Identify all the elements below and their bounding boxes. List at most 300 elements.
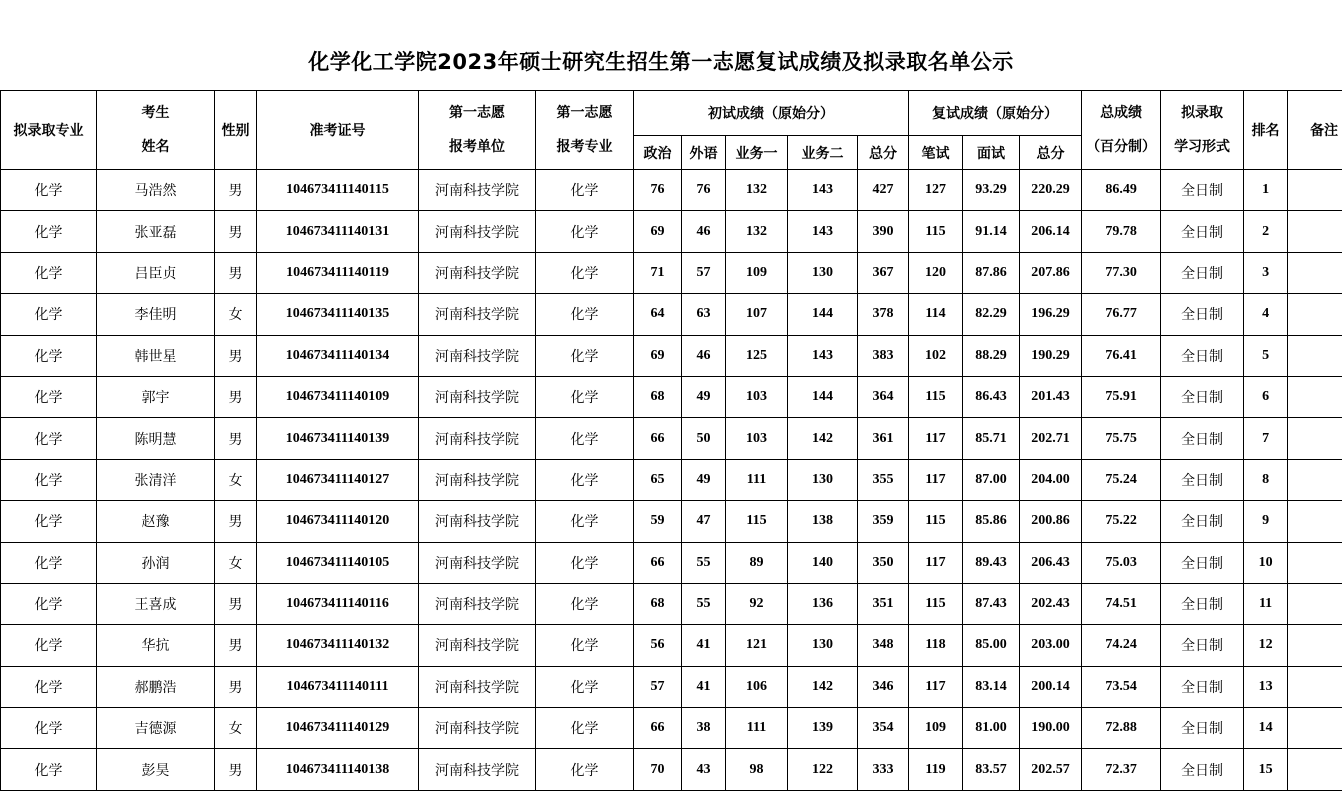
cell-foreign-language: 41 <box>682 666 726 707</box>
cell-apply-unit: 河南科技学院 <box>419 294 536 335</box>
cell-written: 119 <box>909 749 963 790</box>
cell-written: 127 <box>909 170 963 211</box>
cell-exam-id: 104673411140138 <box>257 749 419 790</box>
cell-total-score: 72.88 <box>1082 708 1161 749</box>
cell-gender: 女 <box>215 294 257 335</box>
cell-name: 张清洋 <box>97 459 215 500</box>
cell-retest-total: 220.29 <box>1020 170 1082 211</box>
cell-total-score: 77.30 <box>1082 252 1161 293</box>
cell-major: 化学 <box>1 294 97 335</box>
cell-apply-unit: 河南科技学院 <box>419 501 536 542</box>
cell-study-form: 全日制 <box>1161 252 1244 293</box>
cell-exam-id: 104673411140109 <box>257 376 419 417</box>
cell-prelim-total: 367 <box>858 252 909 293</box>
header-prelim-group: 初试成绩（原始分） <box>634 91 909 136</box>
cell-apply-major: 化学 <box>536 666 634 707</box>
header-interview: 面试 <box>963 136 1020 170</box>
cell-major: 化学 <box>1 542 97 583</box>
cell-prelim-total: 346 <box>858 666 909 707</box>
table-row <box>1 376 1342 417</box>
table-body <box>1 170 1342 791</box>
header-rank: 排名 <box>1244 91 1288 170</box>
cell-politics: 56 <box>634 625 682 666</box>
header-remark: 备注 <box>1288 91 1342 170</box>
table-row <box>1 625 1342 666</box>
cell-study-form: 全日制 <box>1161 666 1244 707</box>
cell-exam-id: 104673411140131 <box>257 211 419 252</box>
cell-total-score: 76.77 <box>1082 294 1161 335</box>
cell-gender: 男 <box>215 625 257 666</box>
table-row <box>1 583 1342 624</box>
cell-foreign-language: 46 <box>682 211 726 252</box>
cell-apply-unit: 河南科技学院 <box>419 211 536 252</box>
cell-exam-id: 104673411140132 <box>257 625 419 666</box>
cell-foreign-language: 55 <box>682 583 726 624</box>
cell-subject-2: 143 <box>788 211 858 252</box>
cell-politics: 59 <box>634 501 682 542</box>
cell-subject-2: 138 <box>788 501 858 542</box>
cell-rank: 8 <box>1244 459 1288 500</box>
cell-exam-id: 104673411140135 <box>257 294 419 335</box>
cell-name: 华抗 <box>97 625 215 666</box>
cell-apply-unit: 河南科技学院 <box>419 583 536 624</box>
cell-subject-1: 132 <box>726 170 788 211</box>
cell-name: 吉德源 <box>97 708 215 749</box>
cell-foreign-language: 38 <box>682 708 726 749</box>
cell-subject-1: 107 <box>726 294 788 335</box>
cell-rank: 1 <box>1244 170 1288 211</box>
cell-retest-total: 207.86 <box>1020 252 1082 293</box>
cell-study-form: 全日制 <box>1161 459 1244 500</box>
cell-exam-id: 104673411140139 <box>257 418 419 459</box>
cell-gender: 男 <box>215 211 257 252</box>
cell-foreign-language: 76 <box>682 170 726 211</box>
cell-remark <box>1288 583 1342 624</box>
cell-politics: 76 <box>634 170 682 211</box>
cell-politics: 66 <box>634 542 682 583</box>
cell-gender: 男 <box>215 749 257 790</box>
cell-politics: 68 <box>634 583 682 624</box>
table-row <box>1 418 1342 459</box>
cell-subject-1: 103 <box>726 376 788 417</box>
table-row <box>1 501 1342 542</box>
cell-subject-2: 130 <box>788 252 858 293</box>
cell-exam-id: 104673411140119 <box>257 252 419 293</box>
cell-politics: 66 <box>634 418 682 459</box>
cell-study-form: 全日制 <box>1161 294 1244 335</box>
cell-written: 118 <box>909 625 963 666</box>
page-title: 化学化工学院2023年硕士研究生招生第一志愿复试成绩及拟录取名单公示 <box>0 46 1322 76</box>
cell-written: 117 <box>909 418 963 459</box>
cell-apply-unit: 河南科技学院 <box>419 170 536 211</box>
table-row <box>1 708 1342 749</box>
cell-gender: 男 <box>215 583 257 624</box>
cell-politics: 65 <box>634 459 682 500</box>
cell-subject-1: 89 <box>726 542 788 583</box>
cell-subject-1: 109 <box>726 252 788 293</box>
cell-interview: 85.86 <box>963 501 1020 542</box>
cell-major: 化学 <box>1 501 97 542</box>
cell-rank: 5 <box>1244 335 1288 376</box>
cell-written: 120 <box>909 252 963 293</box>
cell-major: 化学 <box>1 666 97 707</box>
header-major: 拟录取专业 <box>1 91 97 170</box>
cell-retest-total: 190.29 <box>1020 335 1082 376</box>
cell-rank: 6 <box>1244 376 1288 417</box>
cell-interview: 87.86 <box>963 252 1020 293</box>
cell-subject-2: 130 <box>788 459 858 500</box>
header-gender: 性别 <box>215 91 257 170</box>
cell-major: 化学 <box>1 749 97 790</box>
cell-subject-1: 103 <box>726 418 788 459</box>
header-foreign-language: 外语 <box>682 136 726 170</box>
cell-written: 117 <box>909 542 963 583</box>
cell-subject-1: 92 <box>726 583 788 624</box>
cell-prelim-total: 378 <box>858 294 909 335</box>
cell-foreign-language: 43 <box>682 749 726 790</box>
cell-prelim-total: 390 <box>858 211 909 252</box>
cell-remark <box>1288 749 1342 790</box>
cell-prelim-total: 361 <box>858 418 909 459</box>
cell-interview: 88.29 <box>963 335 1020 376</box>
header-subject-1: 业务一 <box>726 136 788 170</box>
cell-gender: 男 <box>215 252 257 293</box>
cell-subject-2: 144 <box>788 294 858 335</box>
cell-gender: 男 <box>215 376 257 417</box>
header-name: 考生 姓名 <box>97 91 215 170</box>
cell-study-form: 全日制 <box>1161 625 1244 666</box>
cell-interview: 93.29 <box>963 170 1020 211</box>
cell-gender: 男 <box>215 418 257 459</box>
cell-total-score: 73.54 <box>1082 666 1161 707</box>
cell-remark <box>1288 501 1342 542</box>
cell-remark <box>1288 708 1342 749</box>
cell-total-score: 76.41 <box>1082 335 1161 376</box>
cell-apply-unit: 河南科技学院 <box>419 749 536 790</box>
cell-remark <box>1288 542 1342 583</box>
cell-prelim-total: 333 <box>858 749 909 790</box>
cell-gender: 女 <box>215 708 257 749</box>
cell-subject-2: 140 <box>788 542 858 583</box>
cell-apply-major: 化学 <box>536 252 634 293</box>
cell-subject-1: 111 <box>726 708 788 749</box>
cell-total-score: 75.03 <box>1082 542 1161 583</box>
cell-name: 马浩然 <box>97 170 215 211</box>
cell-rank: 7 <box>1244 418 1288 459</box>
cell-retest-total: 202.71 <box>1020 418 1082 459</box>
cell-total-score: 86.49 <box>1082 170 1161 211</box>
cell-retest-total: 206.43 <box>1020 542 1082 583</box>
cell-subject-2: 130 <box>788 625 858 666</box>
cell-apply-major: 化学 <box>536 418 634 459</box>
cell-apply-major: 化学 <box>536 583 634 624</box>
cell-subject-1: 98 <box>726 749 788 790</box>
cell-rank: 3 <box>1244 252 1288 293</box>
cell-subject-1: 125 <box>726 335 788 376</box>
cell-exam-id: 104673411140120 <box>257 501 419 542</box>
cell-subject-1: 121 <box>726 625 788 666</box>
results-table <box>0 90 1342 791</box>
cell-apply-major: 化学 <box>536 376 634 417</box>
cell-major: 化学 <box>1 418 97 459</box>
cell-foreign-language: 50 <box>682 418 726 459</box>
cell-apply-major: 化学 <box>536 542 634 583</box>
cell-subject-1: 115 <box>726 501 788 542</box>
cell-major: 化学 <box>1 708 97 749</box>
cell-apply-major: 化学 <box>536 749 634 790</box>
cell-interview: 89.43 <box>963 542 1020 583</box>
cell-total-score: 75.22 <box>1082 501 1161 542</box>
cell-politics: 71 <box>634 252 682 293</box>
cell-foreign-language: 47 <box>682 501 726 542</box>
cell-total-score: 75.91 <box>1082 376 1161 417</box>
cell-remark <box>1288 376 1342 417</box>
table-row <box>1 294 1342 335</box>
cell-retest-total: 202.57 <box>1020 749 1082 790</box>
cell-prelim-total: 350 <box>858 542 909 583</box>
cell-gender: 男 <box>215 666 257 707</box>
header-politics: 政治 <box>634 136 682 170</box>
cell-written: 115 <box>909 583 963 624</box>
cell-major: 化学 <box>1 376 97 417</box>
cell-prelim-total: 354 <box>858 708 909 749</box>
cell-exam-id: 104673411140127 <box>257 459 419 500</box>
cell-rank: 4 <box>1244 294 1288 335</box>
cell-study-form: 全日制 <box>1161 501 1244 542</box>
header-retest-group: 复试成绩（原始分） <box>909 91 1082 136</box>
cell-name: 孙润 <box>97 542 215 583</box>
header-subject-2: 业务二 <box>788 136 858 170</box>
cell-remark <box>1288 418 1342 459</box>
table-row <box>1 542 1342 583</box>
cell-written: 117 <box>909 459 963 500</box>
cell-subject-1: 106 <box>726 666 788 707</box>
cell-interview: 91.14 <box>963 211 1020 252</box>
cell-interview: 87.00 <box>963 459 1020 500</box>
cell-gender: 女 <box>215 459 257 500</box>
cell-retest-total: 204.00 <box>1020 459 1082 500</box>
cell-name: 韩世星 <box>97 335 215 376</box>
table-row <box>1 211 1342 252</box>
cell-remark <box>1288 170 1342 211</box>
cell-retest-total: 196.29 <box>1020 294 1082 335</box>
cell-retest-total: 206.14 <box>1020 211 1082 252</box>
cell-retest-total: 201.43 <box>1020 376 1082 417</box>
header-prelim-total: 总分 <box>858 136 909 170</box>
cell-name: 彭昊 <box>97 749 215 790</box>
cell-politics: 66 <box>634 708 682 749</box>
cell-name: 张亚磊 <box>97 211 215 252</box>
cell-study-form: 全日制 <box>1161 335 1244 376</box>
cell-exam-id: 104673411140105 <box>257 542 419 583</box>
cell-rank: 9 <box>1244 501 1288 542</box>
cell-remark <box>1288 211 1342 252</box>
cell-study-form: 全日制 <box>1161 583 1244 624</box>
cell-politics: 69 <box>634 335 682 376</box>
cell-apply-major: 化学 <box>536 211 634 252</box>
cell-study-form: 全日制 <box>1161 708 1244 749</box>
cell-interview: 85.71 <box>963 418 1020 459</box>
cell-interview: 83.14 <box>963 666 1020 707</box>
cell-name: 郭宇 <box>97 376 215 417</box>
cell-major: 化学 <box>1 252 97 293</box>
cell-total-score: 75.75 <box>1082 418 1161 459</box>
cell-apply-unit: 河南科技学院 <box>419 252 536 293</box>
cell-apply-unit: 河南科技学院 <box>419 376 536 417</box>
cell-apply-major: 化学 <box>536 294 634 335</box>
cell-retest-total: 200.86 <box>1020 501 1082 542</box>
cell-interview: 82.29 <box>963 294 1020 335</box>
cell-name: 王喜成 <box>97 583 215 624</box>
cell-retest-total: 203.00 <box>1020 625 1082 666</box>
cell-politics: 57 <box>634 666 682 707</box>
cell-total-score: 72.37 <box>1082 749 1161 790</box>
cell-exam-id: 104673411140115 <box>257 170 419 211</box>
cell-retest-total: 200.14 <box>1020 666 1082 707</box>
cell-prelim-total: 383 <box>858 335 909 376</box>
cell-apply-major: 化学 <box>536 625 634 666</box>
cell-prelim-total: 427 <box>858 170 909 211</box>
cell-apply-unit: 河南科技学院 <box>419 418 536 459</box>
cell-study-form: 全日制 <box>1161 542 1244 583</box>
cell-rank: 2 <box>1244 211 1288 252</box>
table-row <box>1 749 1342 790</box>
cell-study-form: 全日制 <box>1161 749 1244 790</box>
cell-written: 115 <box>909 501 963 542</box>
cell-name: 陈明慧 <box>97 418 215 459</box>
cell-remark <box>1288 459 1342 500</box>
cell-politics: 68 <box>634 376 682 417</box>
cell-subject-2: 142 <box>788 666 858 707</box>
table-row <box>1 666 1342 707</box>
header-written: 笔试 <box>909 136 963 170</box>
cell-subject-1: 132 <box>726 211 788 252</box>
cell-remark <box>1288 625 1342 666</box>
cell-foreign-language: 46 <box>682 335 726 376</box>
cell-study-form: 全日制 <box>1161 418 1244 459</box>
cell-interview: 81.00 <box>963 708 1020 749</box>
cell-apply-unit: 河南科技学院 <box>419 708 536 749</box>
cell-exam-id: 104673411140129 <box>257 708 419 749</box>
cell-rank: 15 <box>1244 749 1288 790</box>
cell-subject-2: 122 <box>788 749 858 790</box>
table-row <box>1 335 1342 376</box>
cell-foreign-language: 41 <box>682 625 726 666</box>
cell-written: 102 <box>909 335 963 376</box>
cell-remark <box>1288 294 1342 335</box>
cell-major: 化学 <box>1 625 97 666</box>
cell-prelim-total: 364 <box>858 376 909 417</box>
cell-rank: 12 <box>1244 625 1288 666</box>
cell-apply-major: 化学 <box>536 459 634 500</box>
cell-interview: 86.43 <box>963 376 1020 417</box>
cell-major: 化学 <box>1 170 97 211</box>
cell-written: 109 <box>909 708 963 749</box>
cell-rank: 14 <box>1244 708 1288 749</box>
header-apply-unit: 第一志愿 报考单位 <box>419 91 536 170</box>
cell-politics: 69 <box>634 211 682 252</box>
cell-written: 115 <box>909 376 963 417</box>
cell-name: 李佳明 <box>97 294 215 335</box>
cell-interview: 87.43 <box>963 583 1020 624</box>
cell-prelim-total: 359 <box>858 501 909 542</box>
cell-apply-major: 化学 <box>536 708 634 749</box>
header-retest-total: 总分 <box>1020 136 1082 170</box>
cell-apply-unit: 河南科技学院 <box>419 625 536 666</box>
header-exam-id: 准考证号 <box>257 91 419 170</box>
cell-apply-unit: 河南科技学院 <box>419 459 536 500</box>
cell-total-score: 74.51 <box>1082 583 1161 624</box>
cell-apply-major: 化学 <box>536 335 634 376</box>
cell-gender: 男 <box>215 501 257 542</box>
table-row <box>1 459 1342 500</box>
cell-total-score: 75.24 <box>1082 459 1161 500</box>
cell-name: 吕臣贞 <box>97 252 215 293</box>
cell-major: 化学 <box>1 583 97 624</box>
cell-subject-2: 143 <box>788 170 858 211</box>
cell-subject-2: 142 <box>788 418 858 459</box>
cell-remark <box>1288 252 1342 293</box>
cell-written: 115 <box>909 211 963 252</box>
cell-prelim-total: 355 <box>858 459 909 500</box>
cell-retest-total: 202.43 <box>1020 583 1082 624</box>
cell-remark <box>1288 335 1342 376</box>
cell-apply-unit: 河南科技学院 <box>419 335 536 376</box>
cell-written: 117 <box>909 666 963 707</box>
cell-apply-major: 化学 <box>536 170 634 211</box>
cell-foreign-language: 49 <box>682 376 726 417</box>
cell-name: 赵豫 <box>97 501 215 542</box>
cell-foreign-language: 49 <box>682 459 726 500</box>
cell-exam-id: 104673411140134 <box>257 335 419 376</box>
cell-gender: 男 <box>215 170 257 211</box>
cell-apply-unit: 河南科技学院 <box>419 666 536 707</box>
cell-politics: 64 <box>634 294 682 335</box>
table-row <box>1 170 1342 211</box>
cell-rank: 11 <box>1244 583 1288 624</box>
table-row <box>1 252 1342 293</box>
header-study-form: 拟录取 学习形式 <box>1161 91 1244 170</box>
cell-subject-1: 111 <box>726 459 788 500</box>
header-apply-major: 第一志愿 报考专业 <box>536 91 634 170</box>
cell-prelim-total: 351 <box>858 583 909 624</box>
cell-name: 郝鹏浩 <box>97 666 215 707</box>
cell-apply-unit: 河南科技学院 <box>419 542 536 583</box>
cell-rank: 10 <box>1244 542 1288 583</box>
cell-subject-2: 139 <box>788 708 858 749</box>
cell-subject-2: 143 <box>788 335 858 376</box>
cell-foreign-language: 55 <box>682 542 726 583</box>
cell-study-form: 全日制 <box>1161 170 1244 211</box>
cell-retest-total: 190.00 <box>1020 708 1082 749</box>
cell-gender: 女 <box>215 542 257 583</box>
cell-total-score: 79.78 <box>1082 211 1161 252</box>
cell-study-form: 全日制 <box>1161 211 1244 252</box>
cell-major: 化学 <box>1 459 97 500</box>
cell-politics: 70 <box>634 749 682 790</box>
cell-major: 化学 <box>1 335 97 376</box>
cell-prelim-total: 348 <box>858 625 909 666</box>
cell-subject-2: 136 <box>788 583 858 624</box>
cell-interview: 83.57 <box>963 749 1020 790</box>
cell-total-score: 74.24 <box>1082 625 1161 666</box>
cell-subject-2: 144 <box>788 376 858 417</box>
cell-gender: 男 <box>215 335 257 376</box>
cell-major: 化学 <box>1 211 97 252</box>
cell-interview: 85.00 <box>963 625 1020 666</box>
cell-remark <box>1288 666 1342 707</box>
cell-written: 114 <box>909 294 963 335</box>
